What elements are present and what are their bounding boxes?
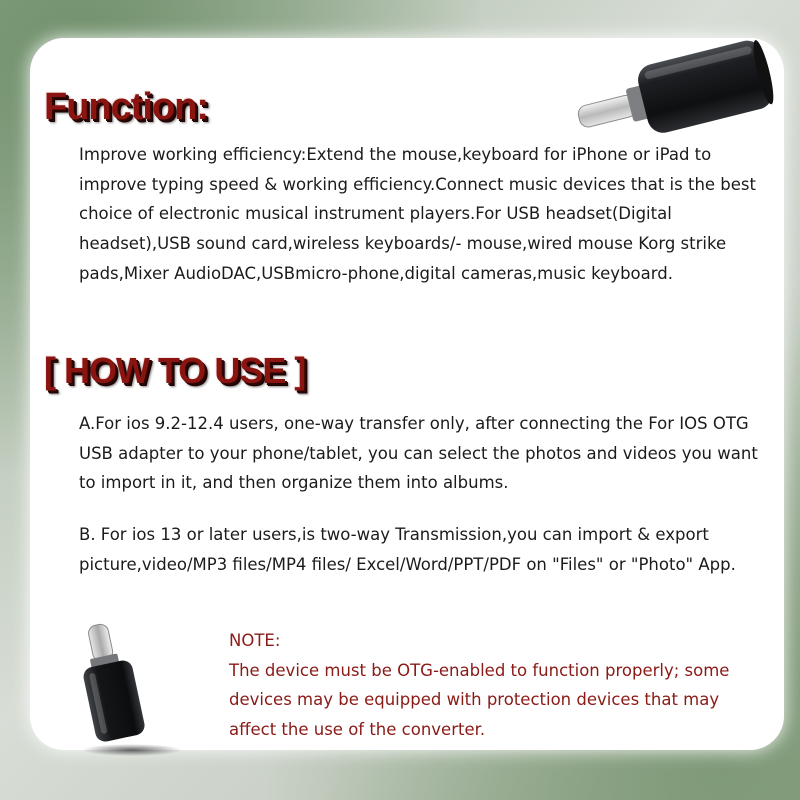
note-text: The device must be OTG-enabled to function properly; some devices may be equipped with protection devices that may affect the use of the converter. xyxy=(229,660,730,740)
note-block xyxy=(229,626,749,745)
function-heading: Function: xyxy=(44,86,209,128)
lightning-otg-adapter-icon xyxy=(570,38,780,148)
lightning-otg-adapter-icon xyxy=(72,610,182,760)
function-description: Improve working efficiency:Extend the mouse,keyboard for iPhone or iPad to improve typing speed & working efficiency.Connect music devices that is the best choice of electronic musical instrument players.For USB headset(Digital headset),USB sound card,wireless keyboards/- mouse,wired mouse Korg strike pads,Mixer AudioDAC,USBmicro-phone,digital cameras,music keyboard. xyxy=(79,145,756,283)
how-to-use-step-b: B. For ios 13 or later users,is two-way Transmission,you can import & export picture,video/MP3 files/MP4 files/ Excel/Word/PPT/PDF on "Files" or "Photo" App. xyxy=(79,525,736,574)
note-title: NOTE: xyxy=(229,631,281,650)
how-to-use-heading: [ HOW TO USE ] xyxy=(44,350,306,391)
how-to-use-step-a: A.For ios 9.2-12.4 users, one-way transfer only, after connecting the For IOS OTG USB adapter to your phone/tablet, you can select the photos and videos you want to import in it, and then organize them into albums. xyxy=(79,414,758,493)
